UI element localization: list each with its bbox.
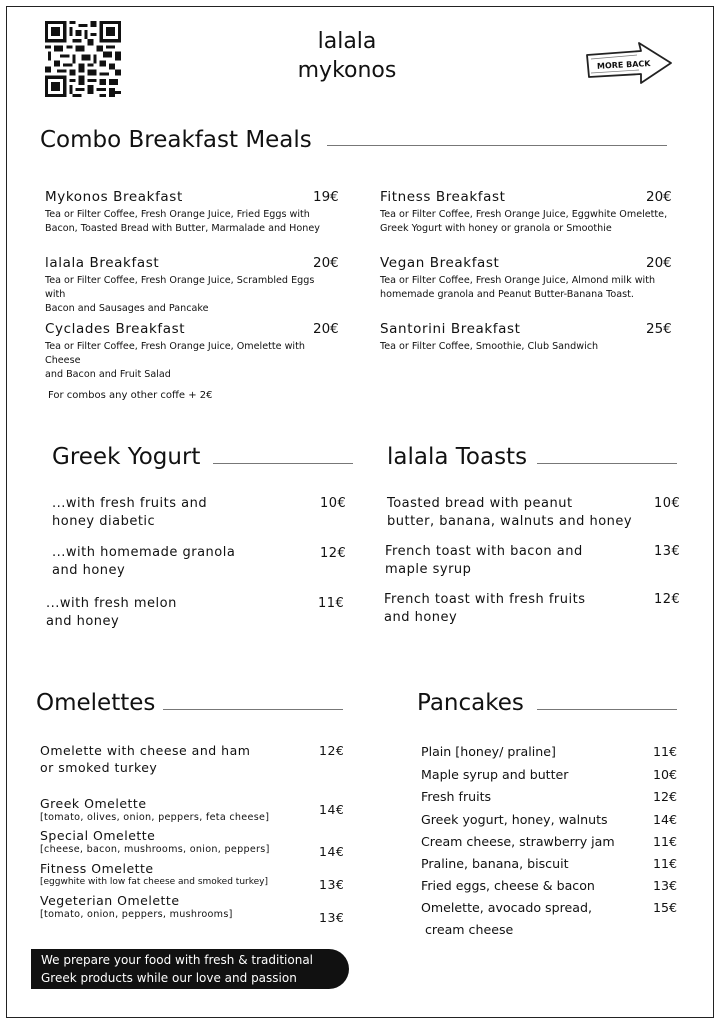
omelette-item (40, 795, 269, 823)
toasts-item-line-1: French toast with bacon and (385, 544, 583, 559)
combo-item (45, 255, 339, 316)
footer-banner (31, 949, 349, 989)
toasts-title: lalala Toasts (387, 444, 528, 470)
omelette-item-price: 13€ (319, 910, 345, 925)
combo-item-desc (380, 340, 676, 354)
combo-item-name: Mykonos Breakfast (45, 189, 183, 205)
pancake-item-name-line-2: cream cheese (425, 922, 514, 937)
combo-item-desc-line-2: Bacon and Sausages and Pancake (45, 303, 209, 314)
combo-item-desc (380, 208, 676, 236)
combo-item-desc-line-2: Greek Yogurt with honey or granola or Smoothie (380, 223, 612, 234)
omelette-item-price: 14€ (319, 802, 345, 817)
omelette-item-price: 12€ (319, 743, 345, 758)
pancake-item-name: Maple syrup and butter (421, 767, 569, 782)
combo-item-desc-line-2: Bacon, Toasted Bread with Butter, Marmalade and Honey (45, 223, 320, 234)
omelette-item-name-line-2: or smoked turkey (40, 760, 158, 775)
toasts-item (384, 591, 644, 627)
pancakes-title: Pancakes (417, 690, 524, 716)
pancake-item-name: Omelette, avocado spread, (421, 900, 592, 915)
toasts-item (387, 495, 657, 531)
combo-title-rule (327, 145, 667, 146)
footer-line-2: Greek products while our love and passion (41, 971, 297, 985)
pancake-item-name: Fresh fruits (421, 789, 492, 804)
combo-item-desc-line-1: Tea or Filter Coffee, Fresh Orange Juice, Scrambled Eggs with (45, 275, 315, 300)
footer-line-1: We prepare your food with fresh & traditional (41, 953, 314, 967)
pancake-item-price: 10€ (653, 767, 678, 782)
yogurt-item-line-1: ...with homemade granola (52, 545, 236, 560)
combo-title: Combo Breakfast Meals (40, 127, 312, 153)
omelette-item-ingredients: [tomato, onion, peppers, mushrooms] (40, 909, 233, 920)
toasts-item-price: 12€ (654, 592, 681, 607)
toasts-item-price: 10€ (654, 496, 681, 511)
combo-item-name: Vegan Breakfast (380, 255, 500, 271)
omelette-item-name: Special Omelette (40, 828, 156, 843)
more-back-label: MORE BACK (596, 59, 651, 71)
yogurt-item-line-1: ...with fresh fruits and (52, 496, 208, 511)
omelette-item-ingredients: [tomato, olives, onion, peppers, feta cheese] (40, 812, 270, 823)
combo-item-name: Fitness Breakfast (380, 189, 506, 205)
pancake-item-price: 11€ (653, 834, 678, 849)
omelette-item-price: 13€ (319, 877, 345, 892)
combo-item (45, 321, 339, 382)
qr-code-icon[interactable] (45, 21, 121, 97)
toasts-item-line-1: Toasted bread with peanut (387, 496, 573, 511)
omelette-item (40, 892, 233, 920)
yogurt-item-line-1: ...with fresh melon (46, 596, 177, 611)
combo-item (380, 321, 676, 354)
combo-item-desc (380, 274, 676, 302)
omelette-item-ingredients: [eggwhite with low fat cheese and smoked turkey] (40, 877, 268, 887)
omelettes-title-rule (163, 709, 343, 710)
pancakes-title-rule (537, 709, 677, 710)
combo-item-price: 20€ (313, 255, 339, 271)
yogurt-item (52, 495, 292, 531)
combo-item-desc-line-1: Tea or Filter Coffee, Smoothie, Club Sandwich (380, 341, 599, 352)
combo-item-desc (45, 274, 335, 316)
toasts-item-line-2: maple syrup (385, 562, 472, 577)
combo-item (380, 255, 676, 302)
combo-item-desc (45, 340, 335, 382)
combo-item (380, 189, 676, 236)
yogurt-item-price: 11€ (318, 596, 345, 611)
brand-line-2: mykonos (297, 58, 397, 83)
pancake-item-price: 11€ (653, 856, 678, 871)
combo-item-price: 20€ (646, 189, 672, 205)
more-back-arrow-icon[interactable] (583, 41, 675, 87)
toasts-item-line-1: French toast with fresh fruits (384, 592, 586, 607)
yogurt-item-line-2: and honey (46, 614, 120, 629)
omelette-item-name: Omelette with cheese and ham (40, 743, 251, 758)
yogurt-item (46, 595, 286, 631)
menu-page (6, 6, 714, 1018)
combo-item-desc-line-1: Tea or Filter Coffee, Fresh Orange Juice, Omelette with Cheese (45, 341, 305, 366)
combo-item (45, 189, 339, 236)
omelette-item-ingredients: [cheese, bacon, mushrooms, onion, peppers] (40, 844, 270, 855)
yogurt-item-line-2: and honey (52, 563, 126, 578)
pancake-item-name: Cream cheese, strawberry jam (421, 834, 615, 849)
combo-item-desc (45, 208, 335, 236)
combo-item-name: Cyclades Breakfast (45, 321, 186, 337)
toasts-item-price: 13€ (654, 544, 681, 559)
combo-item-name: Santorini Breakfast (380, 321, 521, 337)
combo-item-name: lalala Breakfast (45, 255, 160, 271)
pancake-item-price: 14€ (653, 812, 678, 827)
pancake-item-name: Plain [honey/ praline] (421, 744, 556, 759)
omelette-item (40, 742, 250, 776)
combo-note: For combos any other coffe + 2€ (48, 390, 213, 401)
combo-item-desc-line-2: homemade granola and Peanut Butter-Banana Toast. (380, 289, 634, 300)
combo-item-desc-line-1: Tea or Filter Coffee, Fresh Orange Juice, Almond milk with (380, 275, 656, 286)
yogurt-title: Greek Yogurt (52, 444, 201, 470)
pancake-item-price: 12€ (653, 789, 678, 804)
pancake-item-name: Greek yogurt, honey, walnuts (421, 812, 608, 827)
yogurt-item-price: 12€ (320, 546, 347, 561)
omelette-item (40, 827, 270, 855)
brand-line-1: lalala (317, 29, 377, 54)
yogurt-item-line-2: honey diabetic (52, 514, 156, 529)
pancake-item-price: 11€ (653, 744, 678, 759)
yogurt-item (52, 544, 292, 580)
brand-title (247, 27, 447, 85)
toasts-title-rule (537, 463, 677, 464)
yogurt-item-price: 10€ (320, 496, 347, 511)
combo-item-price: 25€ (646, 321, 672, 337)
combo-item-price: 20€ (313, 321, 339, 337)
toasts-item (385, 543, 645, 579)
combo-item-desc-line-1: Tea or Filter Coffee, Fresh Orange Juice, Eggwhite Omelette, (380, 209, 668, 220)
omelette-item-name: Vegeterian Omelette (40, 893, 180, 908)
pancake-item-name: Praline, banana, biscuit (421, 856, 569, 871)
omelette-item-name: Fitness Omelette (40, 861, 154, 876)
pancake-item-price: 15€ (653, 900, 678, 915)
pancake-item-name: Fried eggs, cheese & bacon (421, 878, 595, 893)
combo-item-desc-line-2: and Bacon and Fruit Salad (45, 369, 171, 380)
pancake-item-price: 13€ (653, 878, 678, 893)
toasts-item-line-2: and honey (384, 610, 458, 625)
omelette-item-name: Greek Omelette (40, 796, 147, 811)
toasts-item-line-2: butter, banana, walnuts and honey (387, 514, 633, 529)
omelette-item-price: 14€ (319, 844, 345, 859)
combo-item-desc-line-1: Tea or Filter Coffee, Fresh Orange Juice, Fried Eggs with (45, 209, 310, 220)
omelette-item (40, 860, 268, 887)
combo-item-price: 19€ (313, 189, 339, 205)
yogurt-title-rule (213, 463, 353, 464)
omelettes-title: Omelettes (36, 690, 156, 716)
combo-item-price: 20€ (646, 255, 672, 271)
